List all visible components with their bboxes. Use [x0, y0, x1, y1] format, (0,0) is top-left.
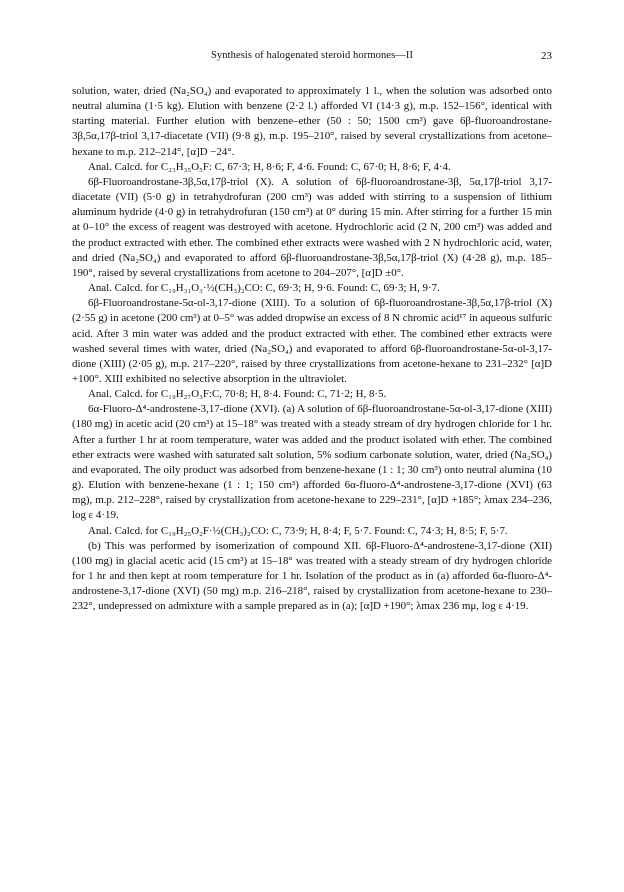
paragraph-analysis-xvi: Anal. Calcd. for C₁₉H₂₅O₂F·½(CH₃)₂CO: C, 73·9; H, 8·4; F, 5·7. Found: C, 74·3; H, 8·5; F, 5·7.	[88, 524, 508, 537]
paragraph-compound-xvi-b: (b) This was performed by isomerization of compound XII. 6β-Fluoro-Δ⁴-androstene-3,17-dione (XII) (100 mg) in glacial acetic acid (15 cm³) at 15–18° was treated with a steady stream of dry hydrogen chloride for 1 hr and then kept at room temperature for 1 hr. Isolation of the product as in (a) afforded 6α-fluoro-Δ⁴-androstene-3,17-dione (XVI) (50 mg) m.p. 216–218°, raised by crystallization from acetone-hexane to 230–232°, undepressed on admixture with a sample prepared as in (a); [α]D +190°; λmax 236 mμ, log ε 4·19.	[72, 539, 552, 613]
body-text	[72, 84, 552, 614]
paragraph-compound-x: 6β-Fluoroandrostane-3β,5α,17β-triol (X). A solution of 6β-fluoroandrostane-3β, 5α,17β-triol 3,17-diacetate (VII) (5·0 g) in tetrahydrofuran (200 cm³) was added with stirring to a suspension of lithium aluminum hydride (4·0 g) in tetrahydrofuran (150 cm³) at 0° during 15 min. After stirring for a further 15 min at 0–10° the excess of reagent was destroyed with acetone. Hydrochloric acid (2 N, 200 cm³) was added and the product extracted with ether. The combined ether extracts were washed with 2 N hydrochloric acid, water, and dried (Na₂SO₄) and evaporated to afford 6β-fluoroandrostane-3β,5α,17β-triol (X) (4·28 g), m.p. 185–190°, raised by several crystallizations from acetone to 204–207°, [α]D ±0°.	[72, 175, 552, 279]
paragraph-compound-xiii: 6β-Fluoroandrostane-5α-ol-3,17-dione (XIII). To a solution of 6β-fluoroandrostane-3β,5α,17β-triol (X) (2·55 g) in acetone (200 cm³) at 0–5° was added dropwise an excess of 8 N chromic acid¹⁷ in aqueous sulfuric acid. After 3 min water was added and the product extracted with ether. The combined ether extracts were washed several times with water, dried (Na₂SO₄) and evaporated to afford 6β-fluoroandrostane-5α-ol-3,17-dione (XIII) (2·05 g), m.p. 217–220°, raised by three crystallizations from acetone-hexane to 231–232° [α]D +100°. XIII exhibited no selective absorption in the ultraviolet.	[72, 297, 552, 385]
page-number: 23	[541, 50, 552, 62]
paragraph-analysis-xiii: Anal. Calcd. for C₁₉H₂₇O₃F:C, 70·8; H, 8·4. Found: C, 71·2; H, 8·5.	[88, 388, 387, 401]
paragraph-analysis-x: Anal. Calcd. for C₁₉H₃₁O₃·½(CH₃)₂CO: C, 69·3; H, 9·6. Found: C, 69·3; H, 9·7.	[88, 282, 440, 295]
paragraph-analysis-vii: Anal. Calcd. for C₂₃H₃₅O₅F: C, 67·3; H, 8·6; F, 4·6. Found: C, 67·0; H, 8·6; F, 4·4.	[88, 160, 451, 173]
page-header	[72, 50, 552, 66]
running-title: Synthesis of halogenated steroid hormones—II	[210, 50, 414, 61]
paragraph-continuation: solution, water, dried (Na₂SO₄) and evaporated to approximately 1 l., when the solution was adsorbed onto neutral alumina (1·5 kg). Elution with benzene (2·2 l.) afforded VI (14·3 g), m.p. 152–156°, identical with starting material. Further elution with benzene–ether (50 : 50; 1500 cm³) gave 6β-fluoroandrostane-3β,5α,17β-triol 3,17-diacetate (VII) (9·8 g), m.p. 195–210°, raised by several crystallizations from acetone–hexane to m.p. 212–214°, [α]D −24°.	[72, 85, 552, 158]
paragraph-compound-xvi-a: 6α-Fluoro-Δ⁴-androstene-3,17-dione (XVI). (a) A solution of 6β-fluoroandrostane-5α-ol-3,17-dione (XIII) (180 mg) in acetic acid (20 cm³) at 15–18° was treated with a steady stream of dry hydrogen chloride for 1 hr. After a further 1 hr at room temperature, water was added and the product isolated with ether. The combined ether extracts were washed with saturated salt solution, 5% sodium carbonate solution, water, dried (Na₂SO₄) and evaporated. The oily product was adsorbed from benzene-hexane (1 : 1; 30 cm³) onto neutral alumina (10 g). Elution with benzene-hexane (1 : 1; 150 cm³) afforded 6α-fluoro-Δ⁴-androstene-3,17-dione (XVI) (63 mg), m.p. 212–228°, raised by crystallization from acetone-hexane to 229–231°, [α]D +185°; λmax 234–236, log ε 4·19.	[72, 403, 552, 522]
